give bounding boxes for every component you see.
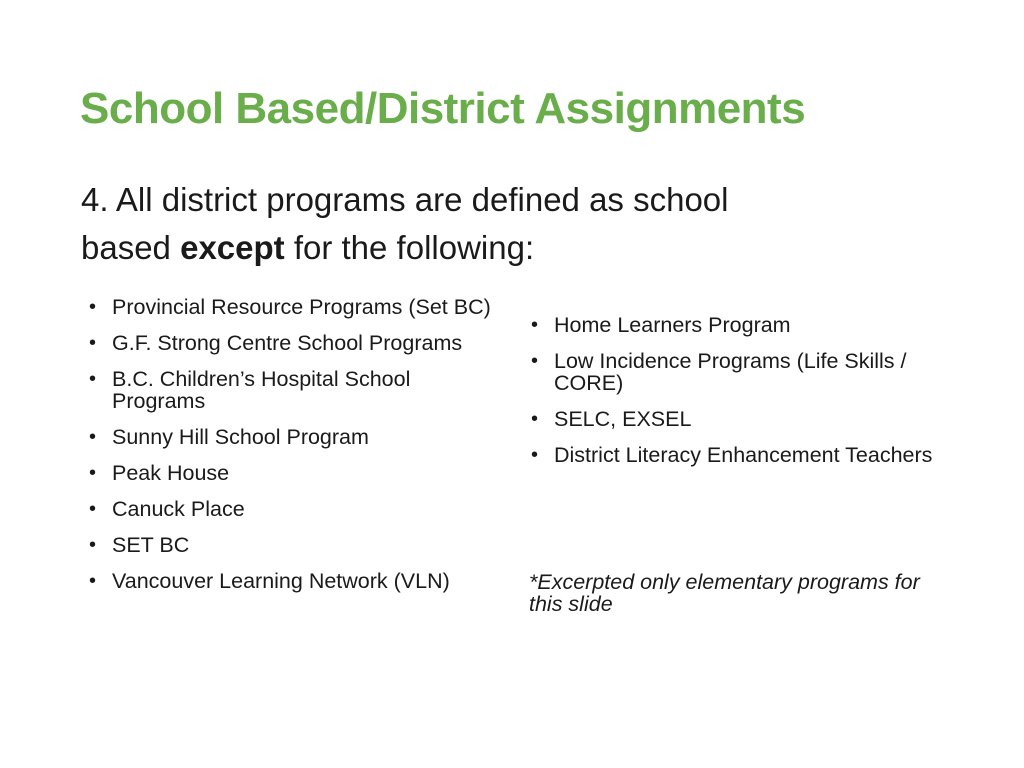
- list-item-text: G.F. Strong Centre School Programs: [112, 331, 463, 355]
- list-item-text: B.C. Children’s Hospital School Programs: [112, 367, 411, 413]
- right-bullet-list: [526, 314, 966, 480]
- bullet-icon: •: [531, 408, 539, 430]
- bullet-icon: •: [89, 368, 97, 390]
- bullet-icon: •: [89, 426, 97, 448]
- bullet-icon: •: [89, 498, 97, 520]
- intro-part3: for the following:: [284, 229, 535, 266]
- intro-bold: except: [180, 229, 285, 266]
- bullet-icon: •: [89, 296, 97, 318]
- list-item: [84, 570, 504, 592]
- list-item-text: SET BC: [112, 533, 190, 557]
- list-item: [84, 534, 504, 556]
- list-item-text: Sunny Hill School Program: [112, 425, 369, 449]
- list-item: [84, 296, 504, 318]
- footnote: *Excerpted only elementary programs for this slide: [529, 570, 920, 616]
- list-item-text: Vancouver Learning Network (VLN): [112, 569, 450, 593]
- intro-text: [81, 176, 841, 272]
- list-item: [526, 350, 966, 394]
- bullet-icon: •: [531, 350, 539, 372]
- intro-part2: based: [81, 229, 181, 266]
- list-item: [526, 444, 966, 466]
- bullet-icon: •: [89, 570, 97, 592]
- list-item-text: Peak House: [112, 461, 230, 485]
- list-item: [84, 368, 504, 412]
- intro-part1: 4. All district programs are defined as school: [81, 181, 729, 218]
- slide-title: School Based/District Assignments: [80, 84, 806, 133]
- list-item-text: District Literacy Enhancement Teachers: [554, 443, 933, 467]
- list-item-text: Home Learners Program: [554, 313, 791, 337]
- list-item-text: Provincial Resource Programs (Set BC): [112, 295, 491, 319]
- list-item-text: Canuck Place: [112, 497, 245, 521]
- list-item: [84, 498, 504, 520]
- list-item-text: SELC, EXSEL: [554, 407, 692, 431]
- bullet-icon: •: [531, 444, 539, 466]
- bullet-icon: •: [89, 462, 97, 484]
- bullet-icon: •: [89, 534, 97, 556]
- left-bullet-list: [84, 296, 504, 606]
- list-item: [526, 408, 966, 430]
- bullet-icon: •: [531, 314, 539, 336]
- list-item: [84, 426, 504, 448]
- list-item-text: Low Incidence Programs (Life Skills / CORE): [554, 349, 907, 395]
- list-item: [84, 462, 504, 484]
- list-item: [526, 314, 966, 336]
- list-item: [84, 332, 504, 354]
- bullet-icon: •: [89, 332, 97, 354]
